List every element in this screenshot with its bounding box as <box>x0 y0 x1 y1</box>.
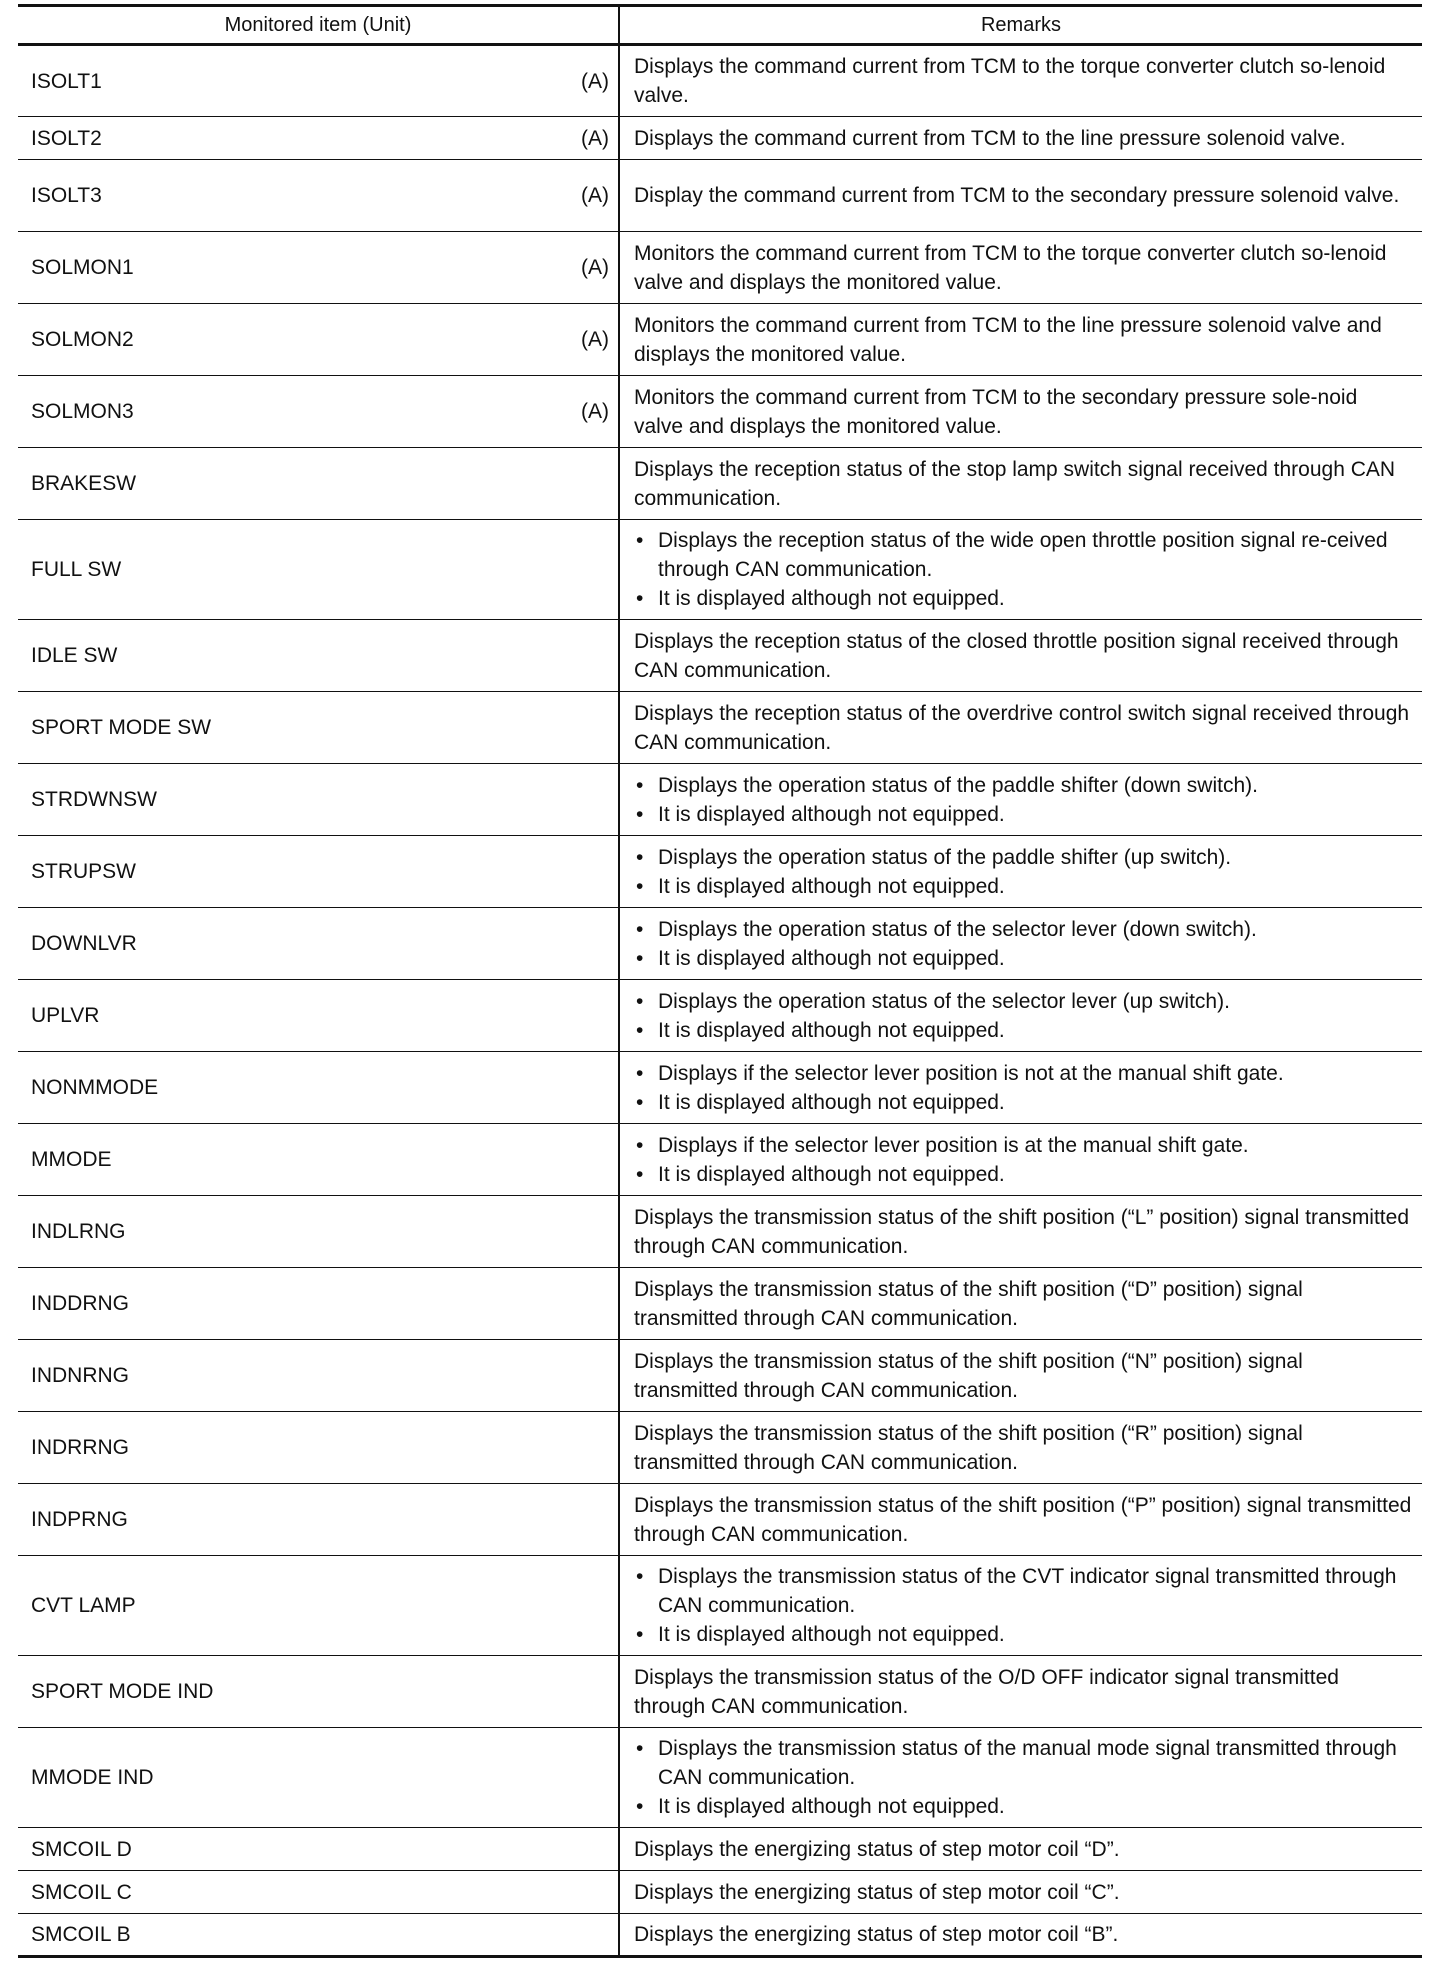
monitored-item-wrap <box>31 1677 609 1706</box>
monitored-item-name: CVT LAMP <box>31 1594 136 1617</box>
monitored-item-cell <box>18 232 619 304</box>
monitored-item-wrap <box>31 857 609 886</box>
table-row <box>18 1556 1422 1656</box>
remarks-bullet-item: • It is displayed although not equipped. <box>634 584 1412 613</box>
monitored-item-unit: (A) <box>581 256 609 279</box>
remarks-bullet-item: • Displays if the selector lever position is at the manual shift gate. <box>634 1131 1412 1160</box>
monitored-item-wrap <box>31 1920 609 1949</box>
monitored-item-name: ISOLT3 <box>31 184 102 207</box>
remarks-bullet-item: • It is displayed although not equipped. <box>634 1792 1412 1821</box>
monitored-item-wrap <box>31 1073 609 1102</box>
remarks-bullet-item: • It is displayed although not equipped. <box>634 1016 1412 1045</box>
remarks-text: Monitors the command current from TCM to the torque converter clutch so-lenoid valve and displays the monitored value. <box>634 241 1387 294</box>
table-row <box>18 908 1422 980</box>
monitored-item-name: SOLMON3 <box>31 400 134 423</box>
table-row <box>18 692 1422 764</box>
monitored-item-name: MMODE <box>31 1148 112 1171</box>
header-remarks: Remarks <box>619 6 1422 45</box>
remarks-bullet-list <box>634 843 1412 901</box>
remarks-text: Displays the transmission status of the O/D OFF indicator signal transmitted through CAN communication. <box>634 1665 1339 1718</box>
monitored-item-name: SMCOIL D <box>31 1837 132 1861</box>
monitored-item-wrap <box>31 1878 609 1907</box>
monitored-item-cell <box>18 117 619 160</box>
monitored-item-name: FULL SW <box>31 558 122 581</box>
monitored-item-cell <box>18 836 619 908</box>
remarks-cell <box>619 520 1422 620</box>
monitored-item-name: IDLE SW <box>31 644 118 667</box>
remarks-bullet-list <box>634 1734 1412 1821</box>
remarks-cell <box>619 448 1422 520</box>
remarks-cell <box>619 1484 1422 1556</box>
monitored-item-unit: (A) <box>581 126 609 150</box>
remarks-bullet-item: • Displays if the selector lever position is not at the manual shift gate. <box>634 1059 1412 1088</box>
remarks-text: Display the command current from TCM to the secondary pressure solenoid valve. <box>634 184 1400 207</box>
monitored-item-cell <box>18 1268 619 1340</box>
monitored-item-name: SPORT MODE IND <box>31 1680 214 1703</box>
monitored-item-wrap <box>31 253 609 282</box>
remarks-cell <box>619 764 1422 836</box>
monitored-item-cell <box>18 448 619 520</box>
remarks-bullet-list <box>634 987 1412 1045</box>
header-row <box>18 6 1422 45</box>
monitored-item-wrap <box>31 1505 609 1534</box>
monitored-item-cell <box>18 1196 619 1268</box>
monitored-item-name: SPORT MODE SW <box>31 716 212 739</box>
table-row <box>18 1728 1422 1828</box>
monitored-item-name: INDDRNG <box>31 1292 129 1315</box>
table-row <box>18 1124 1422 1196</box>
remarks-text: Monitors the command current from TCM to the line pressure solenoid valve and displays the monitored value. <box>634 313 1382 366</box>
table-row <box>18 448 1422 520</box>
remarks-bullet-item: • It is displayed although not equipped. <box>634 800 1412 829</box>
table-header <box>18 6 1422 45</box>
remarks-bullet-item: • Displays the operation status of the paddle shifter (up switch). <box>634 843 1412 872</box>
remarks-cell <box>619 1828 1422 1871</box>
table-row <box>18 836 1422 908</box>
table-row <box>18 232 1422 304</box>
monitored-item-wrap <box>31 641 609 670</box>
monitored-item-wrap <box>31 1145 609 1174</box>
monitored-item-wrap <box>31 1591 609 1620</box>
monitored-item-name: INDPRNG <box>31 1508 128 1531</box>
monitored-item-wrap <box>31 1001 609 1030</box>
remarks-text: Displays the reception status of the stop lamp switch signal received through CAN communication. <box>634 457 1396 510</box>
table-row <box>18 620 1422 692</box>
monitored-item-wrap <box>31 1361 609 1390</box>
table-row <box>18 160 1422 232</box>
remarks-bullet-item: • It is displayed although not equipped. <box>634 1088 1412 1117</box>
monitored-item-name: STRUPSW <box>31 860 136 883</box>
remarks-cell <box>619 304 1422 376</box>
table-row <box>18 1828 1422 1871</box>
table-row <box>18 1340 1422 1412</box>
remarks-cell <box>619 836 1422 908</box>
table-row <box>18 1871 1422 1914</box>
table-row <box>18 1196 1422 1268</box>
remarks-text: Displays the command current from TCM to the line pressure solenoid valve. <box>634 126 1346 150</box>
remarks-cell <box>619 1196 1422 1268</box>
monitored-item-wrap <box>31 397 609 426</box>
table-row <box>18 1052 1422 1124</box>
monitored-item-name: UPLVR <box>31 1004 100 1027</box>
remarks-bullet-item: • Displays the transmission status of the manual mode signal transmitted through CAN communication. <box>634 1734 1412 1792</box>
remarks-cell <box>619 376 1422 448</box>
monitored-items-table <box>18 4 1422 1958</box>
monitored-item-name: BRAKESW <box>31 472 137 495</box>
monitored-item-name: MMODE IND <box>31 1766 154 1789</box>
remarks-bullet-list <box>634 1131 1412 1189</box>
remarks-cell <box>619 1556 1422 1656</box>
monitored-item-name: NONMMODE <box>31 1076 159 1099</box>
monitored-item-unit: (A) <box>581 328 609 351</box>
remarks-cell <box>619 1268 1422 1340</box>
remarks-bullet-list <box>634 1562 1412 1649</box>
table-row <box>18 117 1422 160</box>
table-row <box>18 376 1422 448</box>
monitored-item-cell <box>18 980 619 1052</box>
table-row <box>18 45 1422 117</box>
remarks-text: Displays the transmission status of the shift position (“R” position) signal transmitted through CAN communication. <box>634 1421 1303 1474</box>
table-row <box>18 1914 1422 1957</box>
remarks-bullet-item: • Displays the operation status of the selector lever (down switch). <box>634 915 1412 944</box>
table-row <box>18 304 1422 376</box>
monitored-item-cell <box>18 376 619 448</box>
monitored-item-name: ISOLT2 <box>31 126 102 150</box>
monitored-item-wrap <box>31 555 609 584</box>
remarks-cell <box>619 1124 1422 1196</box>
remarks-bullet-item: • Displays the operation status of the paddle shifter (down switch). <box>634 771 1412 800</box>
monitored-item-name: INDRRNG <box>31 1436 129 1459</box>
remarks-bullet-item: • It is displayed although not equipped. <box>634 1160 1412 1189</box>
monitored-item-unit: (A) <box>581 69 609 93</box>
remarks-text: Displays the transmission status of the shift position (“N” position) signal transmitted through CAN communication. <box>634 1349 1303 1402</box>
table-row <box>18 764 1422 836</box>
remarks-cell <box>619 160 1422 232</box>
table-body <box>18 45 1422 1957</box>
monitored-item-wrap <box>31 1763 609 1792</box>
monitored-item-cell <box>18 1124 619 1196</box>
monitored-item-wrap <box>31 124 609 153</box>
monitored-item-name: DOWNLVR <box>31 932 137 955</box>
remarks-cell <box>619 45 1422 117</box>
table-row <box>18 1268 1422 1340</box>
monitored-item-wrap <box>31 785 609 814</box>
monitored-item-cell <box>18 1871 619 1914</box>
remarks-bullet-item: • It is displayed although not equipped. <box>634 944 1412 973</box>
header-monitored-item: Monitored item (Unit) <box>18 6 619 45</box>
monitored-item-cell <box>18 45 619 117</box>
monitored-item-cell <box>18 1340 619 1412</box>
remarks-cell <box>619 980 1422 1052</box>
monitored-item-wrap <box>31 67 609 96</box>
remarks-text: Displays the energizing status of step motor coil “C”. <box>634 1880 1120 1904</box>
remarks-text: Displays the transmission status of the shift position (“L” position) signal transmitted through CAN communication. <box>634 1205 1410 1258</box>
table-row <box>18 520 1422 620</box>
monitored-item-wrap <box>31 1433 609 1462</box>
monitored-item-wrap <box>31 325 609 354</box>
remarks-cell <box>619 1728 1422 1828</box>
monitored-item-cell <box>18 1484 619 1556</box>
remarks-cell <box>619 117 1422 160</box>
remarks-text: Displays the energizing status of step motor coil “B”. <box>634 1923 1119 1946</box>
monitored-item-cell <box>18 1728 619 1828</box>
remarks-text: Displays the transmission status of the shift position (“D” position) signal transmitted through CAN communication. <box>634 1277 1303 1330</box>
remarks-text: Displays the transmission status of the shift position (“P” position) signal transmitted through CAN communication. <box>634 1493 1412 1546</box>
remarks-bullet-list <box>634 915 1412 973</box>
table-row <box>18 1656 1422 1728</box>
remarks-cell <box>619 620 1422 692</box>
monitored-item-name: SMCOIL B <box>31 1923 131 1946</box>
remarks-cell <box>619 1340 1422 1412</box>
monitored-item-name: INDLRNG <box>31 1220 126 1243</box>
remarks-text: Displays the reception status of the overdrive control switch signal received through CAN communication. <box>634 701 1410 754</box>
monitored-item-wrap <box>31 469 609 498</box>
remarks-bullet-item: • Displays the operation status of the selector lever (up switch). <box>634 987 1412 1016</box>
monitored-item-name: SOLMON1 <box>31 256 134 279</box>
monitored-item-wrap <box>31 181 609 210</box>
monitored-item-cell <box>18 1556 619 1656</box>
remarks-text: Displays the energizing status of step motor coil “D”. <box>634 1837 1120 1861</box>
remarks-bullet-item: • Displays the reception status of the wide open throttle position signal re-ceived through CAN communication. <box>634 526 1412 584</box>
monitored-item-name: STRDWNSW <box>31 788 157 811</box>
monitored-item-wrap <box>31 1217 609 1246</box>
table-row <box>18 1412 1422 1484</box>
monitored-item-unit: (A) <box>581 184 609 207</box>
remarks-cell <box>619 1412 1422 1484</box>
monitored-item-cell <box>18 1828 619 1871</box>
monitored-item-wrap <box>31 1289 609 1318</box>
monitored-item-cell <box>18 1412 619 1484</box>
remarks-bullet-item: • It is displayed although not equipped. <box>634 872 1412 901</box>
monitored-item-cell <box>18 908 619 980</box>
monitored-item-wrap <box>31 713 609 742</box>
monitored-item-name: SOLMON2 <box>31 328 134 351</box>
monitored-item-cell <box>18 620 619 692</box>
remarks-bullet-item: • Displays the transmission status of the CVT indicator signal transmitted through CAN communication. <box>634 1562 1412 1620</box>
remarks-text: Displays the reception status of the closed throttle position signal received through CAN communication. <box>634 629 1399 682</box>
monitored-item-name: ISOLT1 <box>31 69 102 93</box>
monitored-item-cell <box>18 520 619 620</box>
monitored-item-unit: (A) <box>581 400 609 423</box>
remarks-cell <box>619 692 1422 764</box>
remarks-text: Displays the command current from TCM to the torque converter clutch so-lenoid valve. <box>634 55 1386 107</box>
remarks-bullet-list <box>634 771 1412 829</box>
monitored-item-cell <box>18 764 619 836</box>
table-row <box>18 980 1422 1052</box>
monitored-item-cell <box>18 1914 619 1957</box>
remarks-cell <box>619 1656 1422 1728</box>
remarks-text: Monitors the command current from TCM to the secondary pressure sole-noid valve and displays the monitored value. <box>634 385 1358 438</box>
remarks-cell <box>619 1914 1422 1957</box>
monitored-item-cell <box>18 304 619 376</box>
table-row <box>18 1484 1422 1556</box>
remarks-bullet-list <box>634 526 1412 613</box>
monitored-item-cell <box>18 1656 619 1728</box>
monitored-item-wrap <box>31 929 609 958</box>
monitored-item-cell <box>18 692 619 764</box>
remarks-cell <box>619 232 1422 304</box>
monitored-item-cell <box>18 160 619 232</box>
monitored-item-cell <box>18 1052 619 1124</box>
monitored-item-wrap <box>31 1835 609 1864</box>
remarks-cell <box>619 1871 1422 1914</box>
remarks-cell <box>619 1052 1422 1124</box>
monitored-item-name: INDNRNG <box>31 1364 129 1387</box>
monitored-item-name: SMCOIL C <box>31 1880 132 1904</box>
remarks-cell <box>619 908 1422 980</box>
remarks-bullet-list <box>634 1059 1412 1117</box>
remarks-bullet-item: • It is displayed although not equipped. <box>634 1620 1412 1649</box>
